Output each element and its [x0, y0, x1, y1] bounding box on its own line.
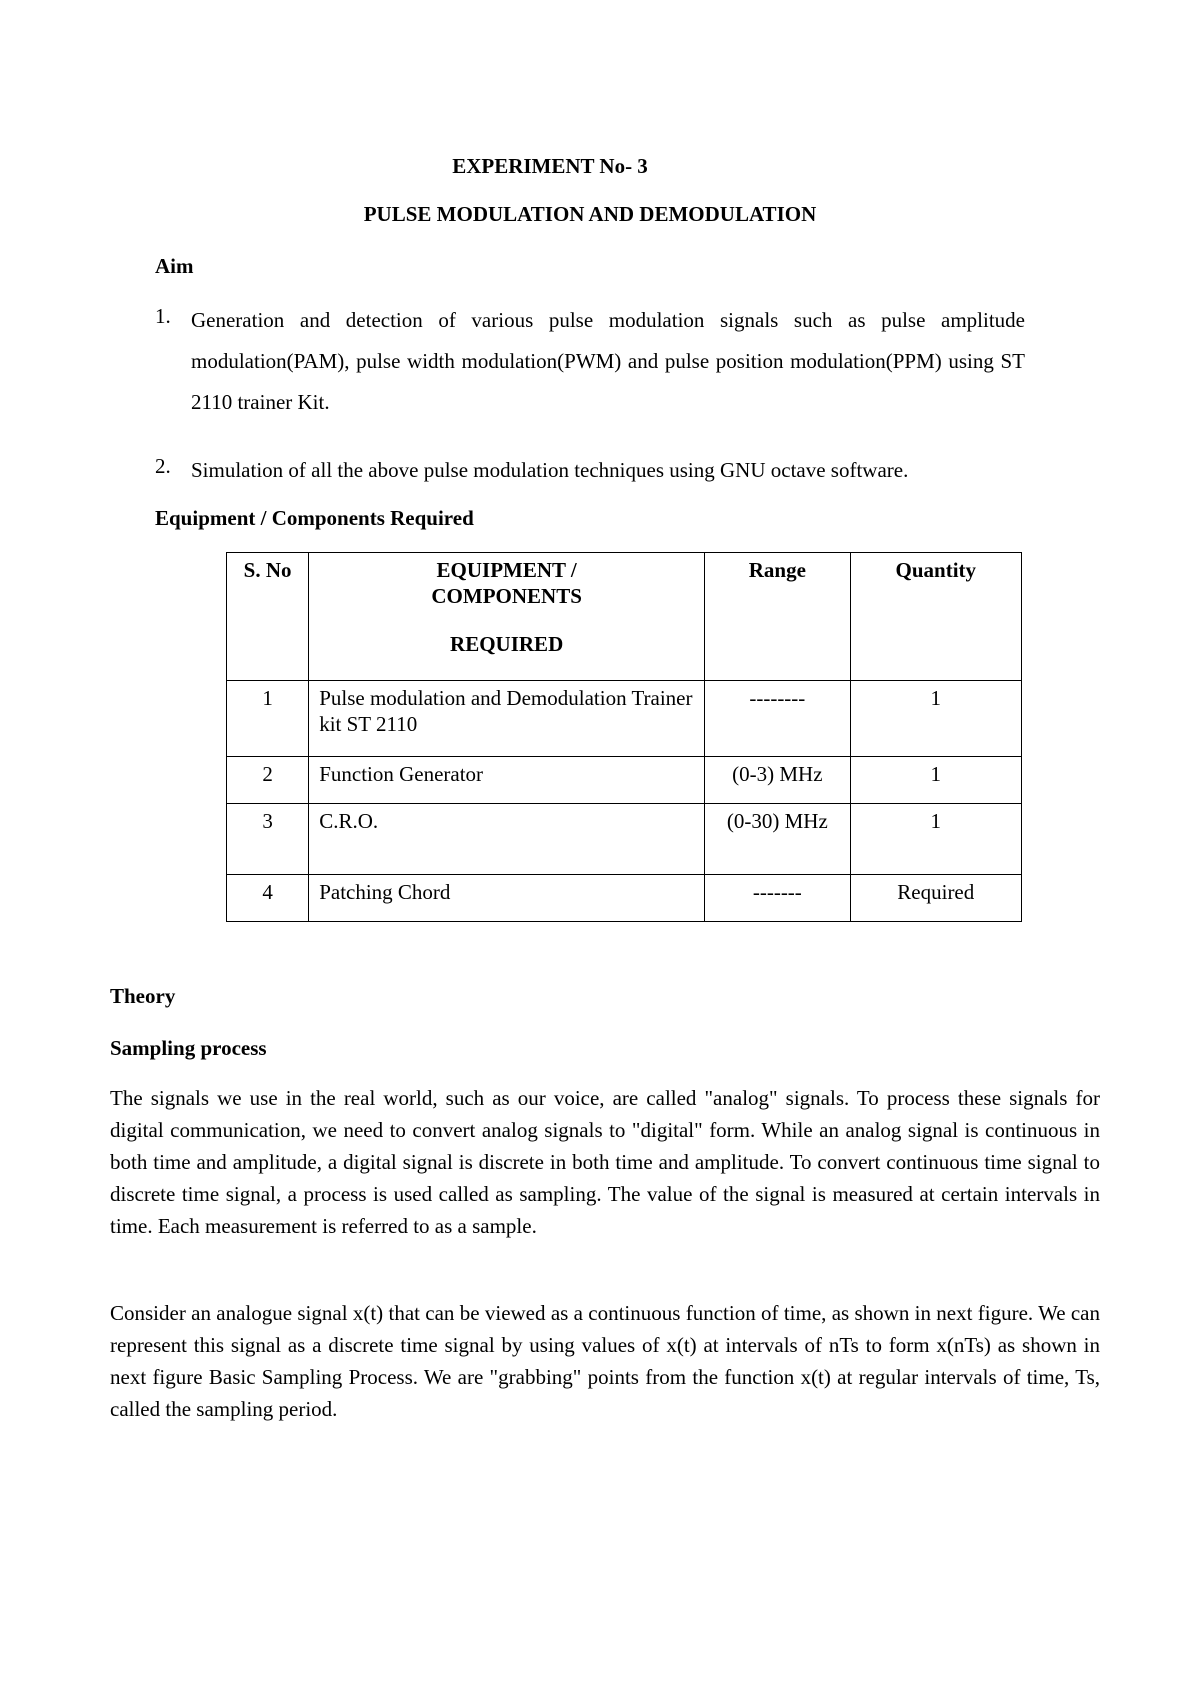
equipment-heading: Equipment / Components Required [155, 506, 474, 530]
aim-item-number: 1. [155, 304, 171, 328]
cell-range: (0-30) MHz [705, 804, 850, 875]
cell-equipment: Patching Chord [309, 875, 705, 922]
header-equipment [309, 553, 705, 681]
cell-quantity: 1 [850, 804, 1021, 875]
experiment-subtitle: PULSE MODULATION AND DEMODULATION [363, 202, 817, 226]
equipment-table [226, 552, 1022, 922]
cell-quantity: 1 [850, 757, 1021, 804]
table-row [227, 804, 1022, 875]
cell-equipment: C.R.O. [309, 804, 705, 875]
theory-heading: Theory [110, 984, 176, 1008]
cell-equipment: Function Generator [309, 757, 705, 804]
table-row [227, 681, 1022, 757]
table-row [227, 875, 1022, 922]
cell-range: (0-3) MHz [705, 757, 850, 804]
aim-heading: Aim [155, 254, 194, 278]
cell-sno: 1 [227, 681, 309, 757]
header-equipment-line3: REQUIRED [450, 632, 564, 656]
cell-equipment: Pulse modulation and Demodulation Trainer kit ST 2110 [309, 681, 705, 757]
aim-item-text: Generation and detection of various pulse modulation signals such as pulse amplitude modulation(PAM), pulse width modulation(PWM) and pulse position modulation(PPM) using ST 2110 trainer Kit. [191, 308, 1025, 414]
cell-range: -------- [705, 681, 850, 757]
header-equipment-line1: EQUIPMENT / [436, 558, 577, 582]
aim-item-text: Simulation of all the above pulse modulation techniques using GNU octave software. [191, 458, 909, 482]
header-quantity: Quantity [850, 553, 1021, 681]
cell-sno: 4 [227, 875, 309, 922]
theory-paragraph: Consider an analogue signal x(t) that can be viewed as a continuous function of time, as shown in next figure. We can represent this signal as a discrete time signal by using values of x(t) at intervals of nTs to form x(nTs) as shown in next figure Basic Sampling Process. We are "grabbing" points from the function x(t) at regular intervals of time, Ts, called the sampling period. [110, 1301, 1100, 1421]
header-equipment-line2: COMPONENTS [431, 584, 582, 608]
table-row [227, 757, 1022, 804]
table-header-row [227, 553, 1022, 681]
theory-paragraph: The signals we use in the real world, such as our voice, are called "analog" signals. To process these signals for digital communication, we need to convert analog signals to "digital" form. While an analog signal is continuous in both time and amplitude, a digital signal is discrete in both time and amplitude. To convert continuous time signal to discrete time signal, a process is used called as sampling. The value of the signal is measured at certain intervals in time. Each measurement is referred to as a sample. [110, 1086, 1100, 1238]
header-range: Range [705, 553, 850, 681]
cell-quantity: 1 [850, 681, 1021, 757]
cell-quantity: Required [850, 875, 1021, 922]
experiment-title: EXPERIMENT No- 3 [452, 154, 648, 178]
sampling-process-heading: Sampling process [110, 1036, 267, 1060]
aim-list-item [155, 450, 1025, 491]
header-sno: S. No [227, 553, 309, 681]
cell-range: ------- [705, 875, 850, 922]
cell-sno: 3 [227, 804, 309, 875]
aim-item-number: 2. [155, 454, 171, 478]
aim-list-item [155, 300, 1025, 423]
cell-sno: 2 [227, 757, 309, 804]
